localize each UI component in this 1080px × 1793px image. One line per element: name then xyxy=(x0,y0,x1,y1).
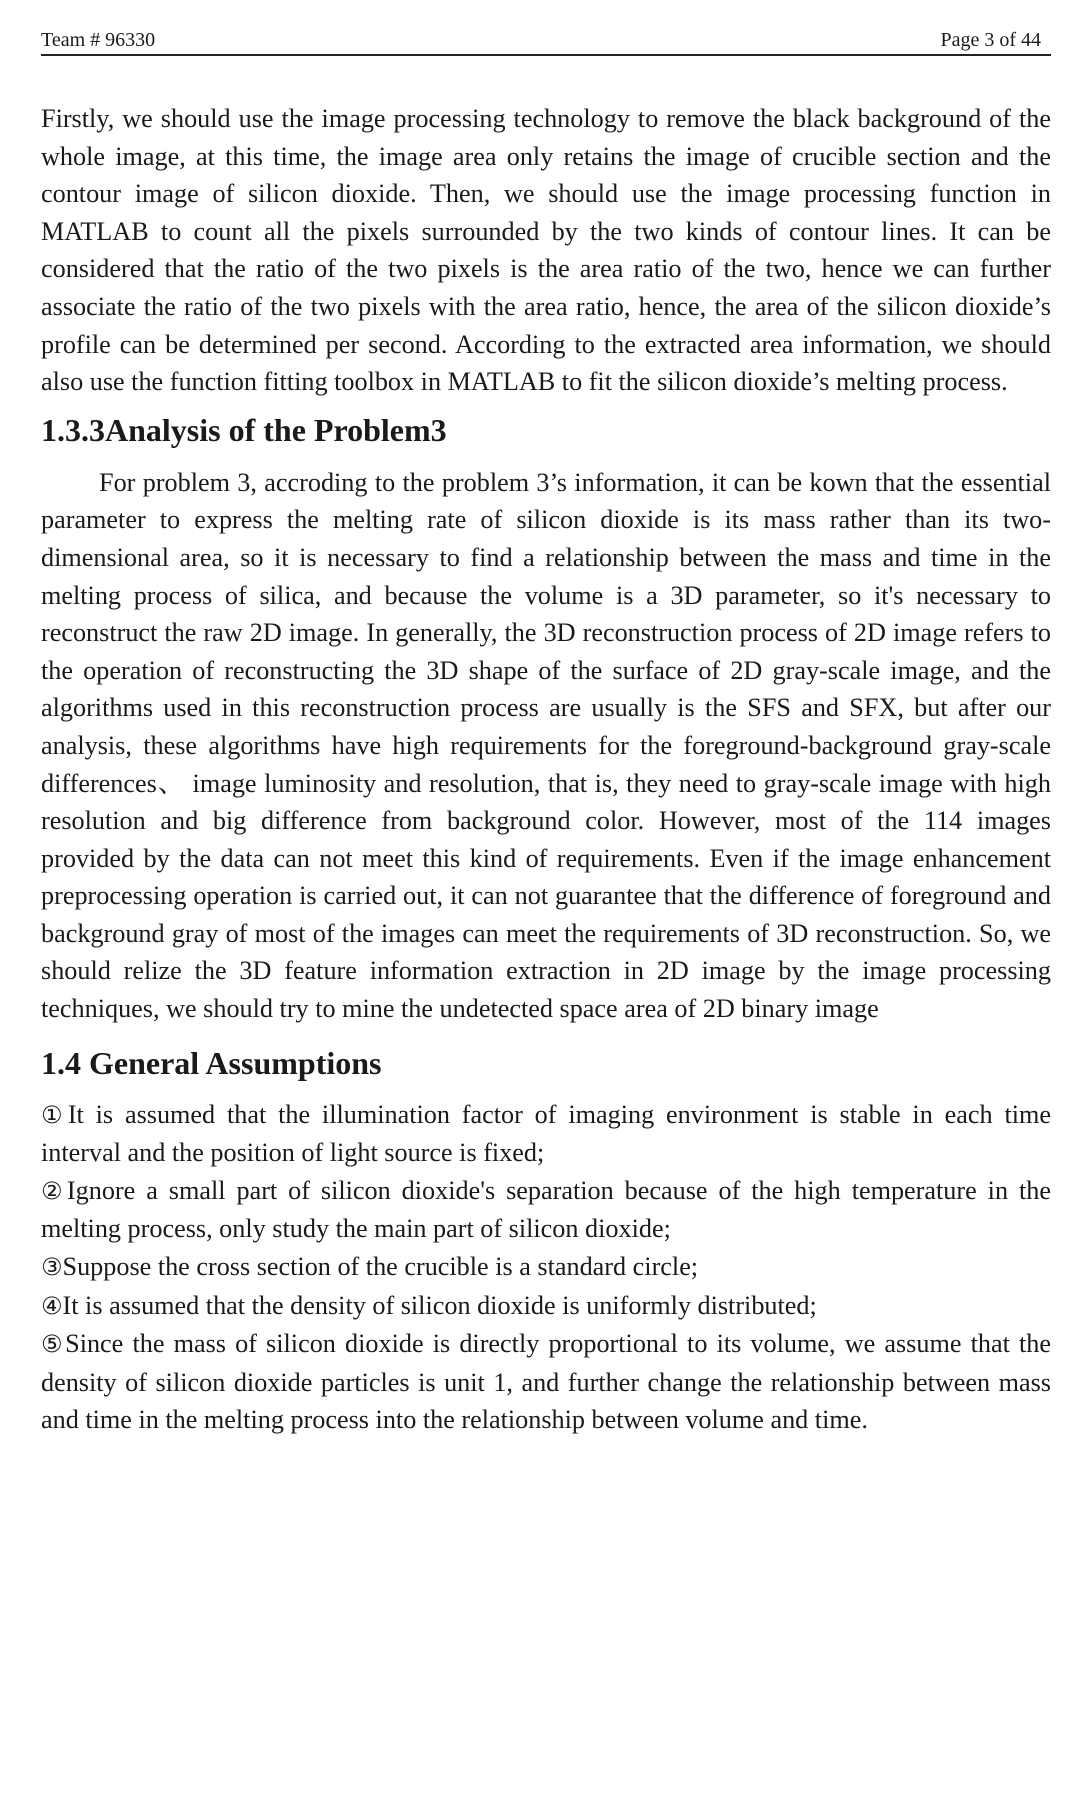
assumption-text: It is assumed that the illumination factor of imaging environment is stable in each time interval and the position of light source is fixed; xyxy=(41,1099,1051,1168)
page-number: Page 3 of 44 xyxy=(940,29,1041,51)
assumption-item xyxy=(41,1172,1051,1248)
section-heading-1-3-3: 1.3.3Analysis of the Problem3 xyxy=(41,411,447,448)
assumption-text: It is assumed that the density of silicon dioxide is uniformly distributed; xyxy=(62,1290,817,1320)
assumption-item xyxy=(41,1287,1051,1326)
problem3-paragraph: For problem 3, accroding to the problem 3’s information, it can be kown that the essential parameter to express the melting rate of silicon dioxide is its mass rather than its two-dimensional area, so it is necessary to find a relationship between the mass and time in the melting process of silica, and because the volume is a 3D parameter, so it's necessary to reconstruct the raw 2D image. In generally, the 3D reconstruction process of 2D image refers to the operation of reconstructing the 3D shape of the surface of 2D gray-scale image, and the algorithms used in this reconstruction process are usually is the SFS and SFX, but after our analysis, these algorithms have high requirements for the foreground-background gray-scale differences、 image luminosity and resolution, that is, they need to gray-scale image with high resolution and big difference from background color. However, most of the 114 images provided by the data can not meet this kind of requirements. Even if the image enhancement preprocessing operation is carried out, it can not guarantee that the difference of foreground and background gray of most of the images can meet the requirements of 3D reconstruction. So, we should relize the 3D feature information extraction in 2D image by the image processing techniques, we should try to mine the undetected space area of 2D binary image xyxy=(41,467,1051,1024)
page-content xyxy=(41,100,1051,1439)
assumption-marker: ① xyxy=(41,1100,68,1129)
assumption-item xyxy=(41,1096,1051,1172)
assumption-marker: ⑤ xyxy=(41,1330,66,1359)
assumption-marker: ④ xyxy=(41,1291,63,1320)
assumption-marker: ② xyxy=(41,1176,67,1205)
assumption-item xyxy=(41,1248,1051,1287)
assumption-marker: ③ xyxy=(41,1253,63,1282)
assumptions-list xyxy=(41,1096,1051,1439)
intro-paragraph: Firstly, we should use the image processing technology to remove the black background of the whole image, at this time, the image area only retains the image of crucible section and the contour image of silicon dioxide. Then, we should use the image processing function in MATLAB to count all the pixels surrounded by the two kinds of contour lines. It can be considered that the ratio of the two pixels is the area ratio of the two, hence we can further associate the ratio of the two pixels with the area ratio, hence, the area of the silicon dioxide’s profile can be determined per second. According to the extracted area information, we should also use the function fitting toolbox in MATLAB to fit the silicon dioxide’s melting process. xyxy=(41,104,1051,397)
page-header xyxy=(41,26,1051,56)
assumption-text: Since the mass of silicon dioxide is directly proportional to its volume, we assume that the density of silicon dioxide particles is unit 1, and further change the relationship between mass and time in the melting process into the relationship between volume and time. xyxy=(41,1329,1052,1435)
section-heading-1-4: 1.4 General Assumptions xyxy=(41,1044,382,1081)
assumption-text: Suppose the cross section of the crucible is a standard circle; xyxy=(62,1252,699,1282)
assumption-text: Ignore a small part of silicon dioxide's separation because of the high temperature in the melting process, only study the main part of silicon dioxide; xyxy=(41,1175,1051,1244)
team-number: Team # 96330 xyxy=(41,29,156,51)
assumption-item xyxy=(41,1325,1051,1439)
